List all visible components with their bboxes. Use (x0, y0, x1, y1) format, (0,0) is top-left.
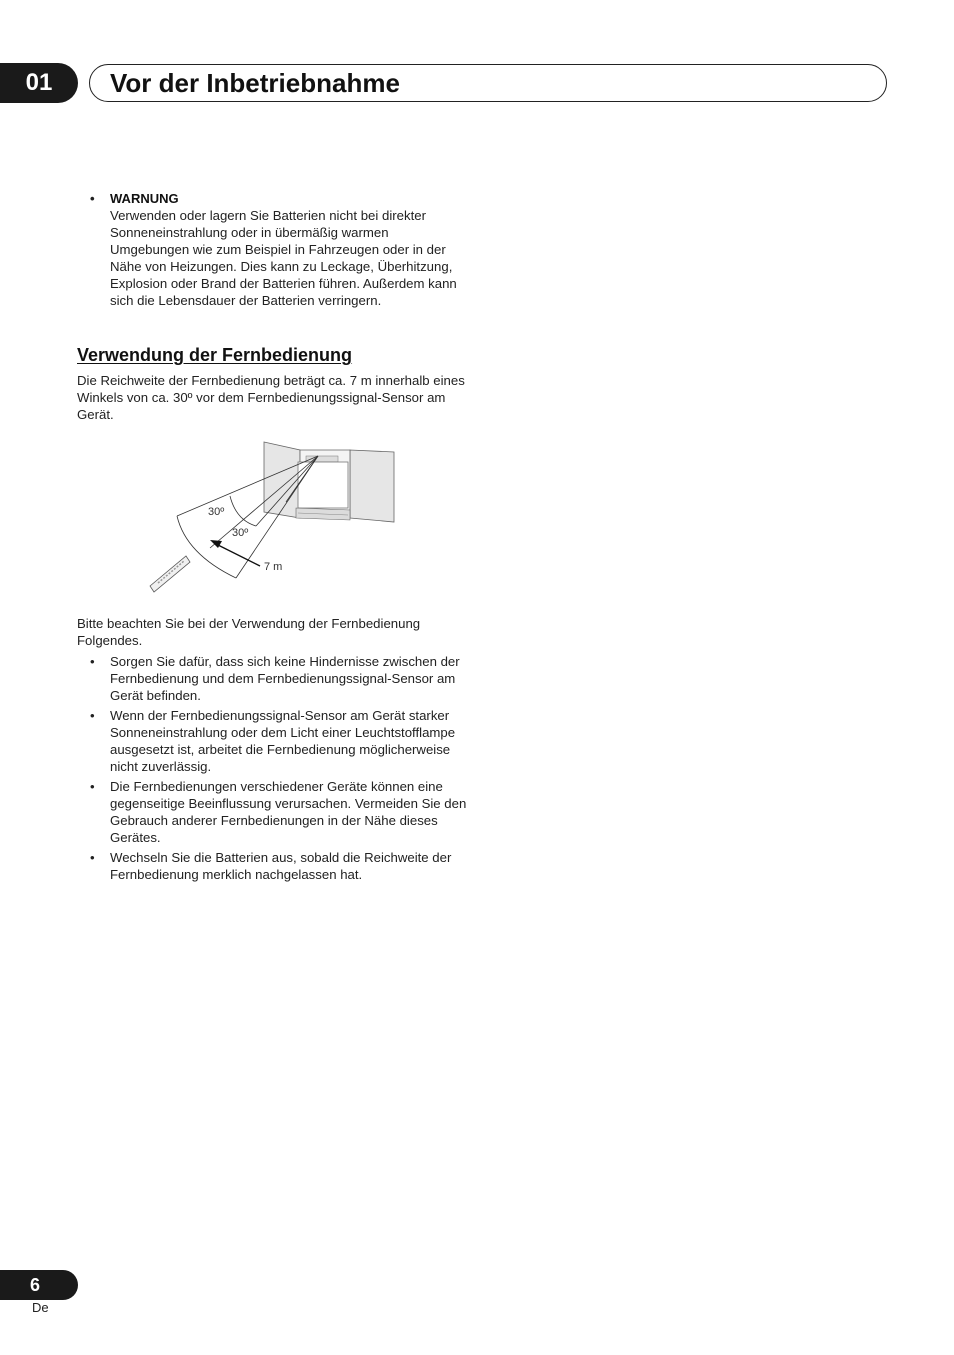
language-code: De (32, 1300, 49, 1315)
remote-control-illustration (150, 556, 190, 592)
list-item (90, 707, 472, 775)
list-item-text: Die Fernbedienungen verschiedener Geräte können eine gegenseitige Beeinflussung verursachen. Vermeiden Sie den Gebrauch anderer Fernbedienungen in der Nähe dieses Gerätes. (110, 779, 467, 845)
section-title: Verwendung der Fernbedienung (77, 345, 353, 365)
section-intro: Die Reichweite der Fernbedienung beträgt ca. 7 m innerhalb eines Winkels von ca. 30º vor dem Fernbedienungssignal-Sensor am Gerät. (77, 373, 465, 422)
notes-intro: Bitte beachten Sie bei der Verwendung der Fernbedienung Folgendes. (77, 616, 421, 648)
chapter-number-badge: 01 (0, 63, 78, 103)
chapter-title-box (89, 64, 887, 102)
device-illustration (264, 442, 394, 522)
page-number-badge: 6 (0, 1270, 78, 1300)
warning-text: Verwenden oder lagern Sie Batterien nicht bei direkter Sonneneinstrahlung oder in übermäßig warmen Umgebungen wie zum Beispiel in Fahrzeugen oder in der Nähe von Heizungen. Dies kann zu Leckage, Überhitzung, Explosion oder Brand der Batterien führen. Außerdem kann sich die Lebensdauer der Batterien verringern. (110, 208, 457, 308)
list-item (90, 849, 472, 883)
list-item-text: Sorgen Sie dafür, dass sich keine Hindernisse zwischen der Fernbedienung und dem Fernbedienungssignal-Sensor am Gerät befinden. (110, 654, 460, 703)
angle-label-lower: 30º (232, 527, 249, 539)
remote-range-diagram (140, 436, 410, 606)
list-bullet: • (90, 779, 95, 794)
list-item-text: Wenn der Fernbedienungssignal-Sensor am Gerät starker Sonneneinstrahlung oder dem Licht einer Leuchtstofflampe ausgesetzt ist, arbeitet die Fernbedienung möglicherweise nicht zuverlässig. (110, 708, 456, 774)
chapter-title: Vor der Inbetriebnahme (110, 68, 400, 98)
list-item (90, 653, 472, 704)
list-item-text: Wechseln Sie die Batterien aus, sobald die Reichweite der Fernbedienung merklich nachgelassen hat. (110, 850, 452, 882)
list-item (90, 778, 472, 846)
list-bullet: • (90, 850, 95, 865)
list-bullet: • (90, 654, 95, 669)
warning-bullet: • (90, 191, 95, 206)
list-bullet: • (90, 708, 95, 723)
distance-label: 7 m (264, 561, 283, 573)
warning-block (90, 190, 470, 309)
warning-heading: WARNUNG (110, 191, 179, 206)
angle-label-upper: 30º (208, 506, 225, 518)
notes-list (90, 653, 472, 886)
